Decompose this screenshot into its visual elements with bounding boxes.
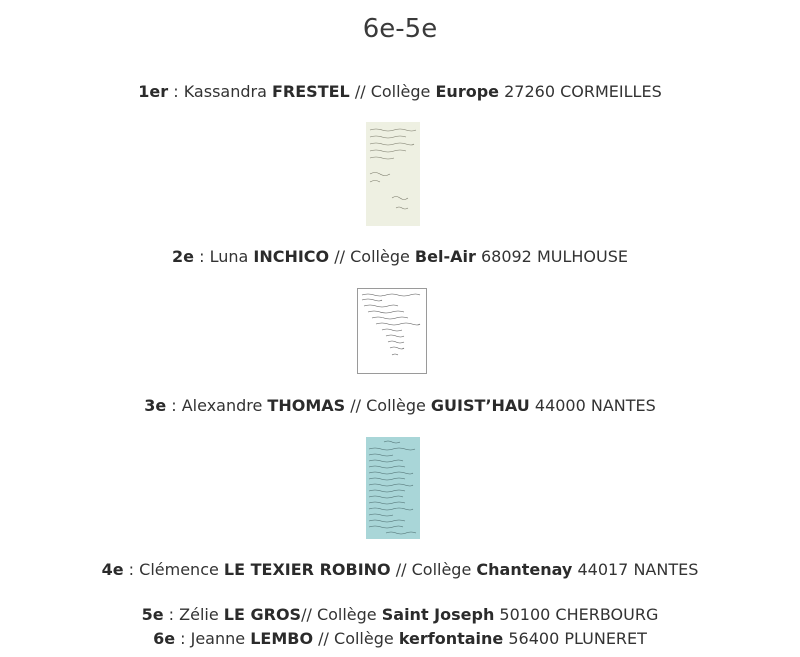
postcode: 50100: [499, 605, 551, 624]
separator: //: [350, 396, 362, 415]
separator: //: [301, 605, 312, 624]
city: CORMEILLES: [560, 82, 662, 101]
city: NANTES: [633, 560, 699, 579]
poem-thumbnail-3[interactable]: [366, 437, 420, 539]
postcode: 44000: [534, 396, 586, 415]
first-name: Zélie: [179, 605, 219, 624]
city: PLUNERET: [564, 629, 647, 648]
rank: 3e: [144, 396, 167, 415]
last-name: LE TEXIER ROBINO: [223, 560, 391, 579]
college-label: Collège: [334, 629, 394, 648]
college-label: Collège: [316, 605, 377, 624]
city: CHERBOURG: [555, 605, 659, 624]
first-name: Luna: [209, 247, 249, 266]
postcode: 44017: [577, 560, 629, 579]
poem-thumbnail-2[interactable]: [357, 288, 427, 374]
college-name: Chantenay: [476, 560, 573, 579]
college-label: Collège: [350, 247, 410, 266]
city: NANTES: [590, 396, 656, 415]
postcode: 27260: [504, 82, 556, 101]
college-label: Collège: [370, 82, 431, 101]
winner-line-3: 3e : Alexandre THOMAS // Collège GUIST’HAU 44000 NANTES: [144, 396, 656, 415]
first-name: Alexandre: [181, 396, 263, 415]
first-name: Clémence: [139, 560, 219, 579]
city: MULHOUSE: [536, 247, 628, 266]
college-name: GUIST’HAU: [430, 396, 530, 415]
first-name: Kassandra: [183, 82, 267, 101]
college-name: Europe: [435, 82, 500, 101]
college-name: Bel-Air: [414, 247, 476, 266]
page-title: 6e-5e: [362, 14, 438, 44]
rank: 5e: [141, 605, 164, 624]
postcode: 68092: [480, 247, 532, 266]
last-name: INCHICO: [253, 247, 330, 266]
separator: //: [395, 560, 407, 579]
winner-line-2: 2e : Luna INCHICO // Collège Bel-Air 68092 MULHOUSE: [172, 247, 628, 266]
handwritten-poem-image: [366, 122, 420, 226]
handwritten-poem-image: [366, 437, 420, 539]
last-name: LEMBO: [250, 629, 314, 648]
winner-line-1: 1er : Kassandra FRESTEL // Collège Europe 27260 CORMEILLES: [138, 82, 662, 101]
separator: //: [334, 247, 346, 266]
college-label: Collège: [366, 396, 426, 415]
last-name: THOMAS: [267, 396, 346, 415]
separator: //: [354, 82, 366, 101]
last-name: FRESTEL: [271, 82, 350, 101]
winner-line-5: 5e : Zélie LE GROS// Collège Saint Joseph 50100 CHERBOURG: [141, 605, 659, 624]
handwritten-poem-image: [358, 289, 426, 373]
rank: 2e: [172, 247, 194, 266]
rank: 4e: [101, 560, 124, 579]
rank: 1er: [138, 82, 169, 101]
poem-thumbnail-1[interactable]: [366, 122, 420, 226]
first-name: Jeanne: [190, 629, 246, 648]
rank: 6e: [153, 629, 176, 648]
winner-line-4: 4e : Clémence LE TEXIER ROBINO // Collège Chantenay 44017 NANTES: [101, 560, 699, 579]
separator: //: [318, 629, 329, 648]
college-name: Saint Joseph: [381, 605, 495, 624]
postcode: 56400: [508, 629, 560, 648]
last-name: LE GROS: [223, 605, 302, 624]
college-name: kerfontaine: [398, 629, 504, 648]
college-label: Collège: [411, 560, 472, 579]
winner-line-6: 6e : Jeanne LEMBO // Collège kerfontaine 56400 PLUNERET: [153, 629, 647, 648]
